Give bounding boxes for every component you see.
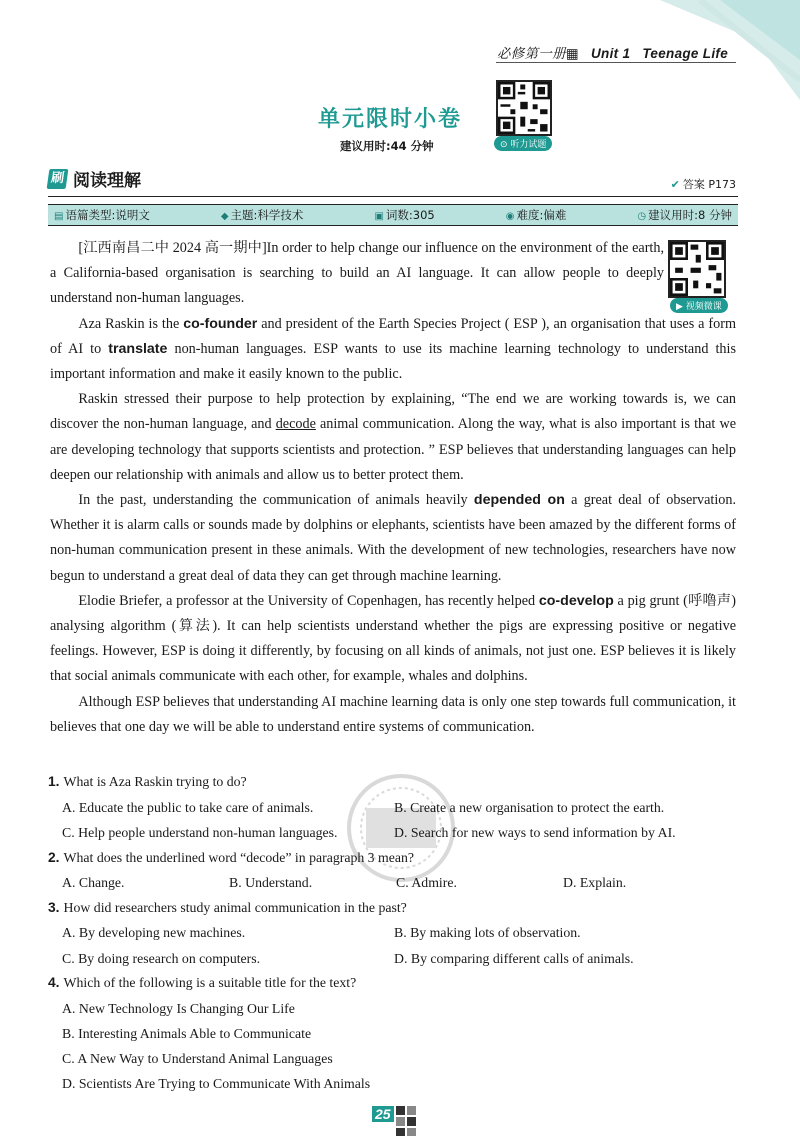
option-c[interactable]: C. Admire. bbox=[396, 875, 457, 891]
qr-code-icon bbox=[498, 82, 550, 134]
header-unit-title: Teenage Life bbox=[642, 46, 728, 61]
page-number-decoration bbox=[396, 1106, 416, 1136]
pin-icon: ◆ bbox=[220, 211, 229, 222]
info-type bbox=[54, 207, 150, 223]
p2-text-b: and president of the Earth Species Project ( ESP ), an organisation that uses a form of AI to bbox=[50, 315, 737, 357]
p4-text-a: In the past, understanding the communication of animals heavily bbox=[78, 492, 474, 509]
option-c[interactable]: C. Help people understand non-human languages. bbox=[62, 825, 338, 841]
info-type-text: 语篇类型:说明文 bbox=[65, 208, 150, 222]
header-block-icon: ▦ bbox=[565, 46, 579, 61]
option-d[interactable]: D. Explain. bbox=[563, 875, 627, 891]
question-text: How did researchers study animal communication in the past? bbox=[63, 899, 407, 915]
option-b[interactable]: B. Interesting Animals Able to Communicate bbox=[62, 1025, 312, 1041]
question-2 bbox=[48, 846, 738, 896]
option-b[interactable]: B. By making lots of observation. bbox=[394, 925, 581, 941]
info-time bbox=[637, 207, 732, 223]
video-qr-label-text: 视频微课 bbox=[685, 302, 722, 312]
questions bbox=[48, 770, 738, 1096]
p5-text-b: a pig grunt (呼噜声) analysing algorithm (算法). It can help scientists understand whether the pigs are expressing positive or negative feelings. However, ESP is doing it differently, by focusing on all kinds of animals, not just one. ESP believes it is likely that social animals communicate with each other, for example, whales and dolphins. bbox=[50, 592, 736, 685]
question-number: 2. bbox=[48, 849, 60, 865]
p3-text-b: animal communication. Along the way, what is also important is that we are developing technology that supports scientists and protection. ” ESP believes that understanding languages can help deepen our relationship with animals and allow us to better protect them. bbox=[50, 416, 736, 483]
option-a[interactable]: A. Educate the public to take care of animals. bbox=[62, 799, 314, 815]
info-difficulty-text: 难度:偏难 bbox=[516, 208, 567, 222]
section-heading bbox=[48, 166, 141, 191]
keyword-depended-on: depended on bbox=[473, 492, 565, 509]
page-number: 25 bbox=[372, 1106, 394, 1122]
p3-text-a: Raskin stressed their purpose to help protection by explaining, “The end we are working towards is, we can discover the non-human language, and bbox=[50, 391, 736, 433]
paragraph-6: Although ESP believes that understanding AI machine learning data is only one step towards full communication, it believes that one day we will be able to understand entire systems of communication. bbox=[50, 693, 736, 735]
section-badge: 刷 bbox=[47, 169, 69, 189]
info-bar bbox=[48, 204, 738, 226]
paragraph-4 bbox=[50, 488, 736, 589]
listening-qr-label: ⊙ 听力试题 bbox=[494, 136, 552, 151]
info-words-text: 词数:305 bbox=[385, 208, 435, 222]
listening-qr-code[interactable] bbox=[496, 80, 552, 136]
paragraph-3 bbox=[50, 387, 736, 488]
section-name: 阅读理解 bbox=[73, 171, 142, 191]
video-qr-label: ▶ 视频微课 bbox=[670, 298, 728, 313]
option-d[interactable]: D. By comparing different calls of animals. bbox=[394, 950, 634, 966]
keyword-translate: translate bbox=[108, 340, 168, 357]
option-c[interactable]: C. A New Way to Understand Animal Languages bbox=[62, 1050, 333, 1066]
p2-text-c: non-human languages. ESP wants to use its machine learning technology to understand this important information and make it easily known to the public. bbox=[50, 340, 736, 383]
gauge-icon: ◉ bbox=[505, 211, 515, 222]
question-number: 3. bbox=[48, 899, 60, 915]
option-b[interactable]: B. Create a new organisation to protect the earth. bbox=[394, 799, 665, 815]
paragraph-2 bbox=[50, 312, 736, 388]
option-b[interactable]: B. Understand. bbox=[229, 875, 313, 891]
paragraph-5 bbox=[50, 589, 736, 690]
document-icon: ▤ bbox=[54, 211, 64, 222]
section-rule bbox=[48, 196, 738, 197]
p5-text-a: Elodie Briefer, a professor at the University of Copenhagen, has recently helped bbox=[78, 592, 539, 609]
underlined-word-decode: decode bbox=[275, 416, 316, 433]
option-a[interactable]: A. New Technology Is Changing Our Life bbox=[62, 1000, 295, 1016]
header-unit: Unit 1 bbox=[591, 46, 631, 61]
reading-passage bbox=[50, 236, 736, 740]
option-d[interactable]: D. Scientists Are Trying to Communicate With Animals bbox=[62, 1075, 371, 1091]
question-4 bbox=[48, 971, 738, 1096]
answer-reference-text: 答案 P173 bbox=[682, 178, 736, 191]
header-rule bbox=[496, 62, 736, 63]
option-d[interactable]: D. Search for new ways to send information by AI. bbox=[394, 825, 676, 841]
info-theme-text: 主题:科学技术 bbox=[230, 208, 304, 222]
header-book: 必修第一册 bbox=[496, 46, 566, 61]
keyword-co-develop: co-develop bbox=[538, 592, 614, 609]
info-time-text: 建议用时:8 分钟 bbox=[648, 208, 732, 222]
answer-reference bbox=[671, 176, 736, 192]
p4-text-b: a great deal of observation. Whether it is alarm calls or sounds made by dolphins or elephants, scientists have been amazed by the different forms of non-human communication present in these animals. With the development of new technologies, researchers have now begun to understand a great deal of data they can get through machine learning. bbox=[50, 492, 736, 584]
question-number: 4. bbox=[48, 975, 60, 991]
paragraph-1: [江西南昌二中 2024 高一期中]In order to help change our influence on the environment of the earth, a California-based organisation is searching to build an AI language. It can allow people to deeply understand non-human languages. bbox=[50, 240, 664, 307]
check-icon: ✔ bbox=[670, 178, 680, 191]
question-text: What is Aza Raskin trying to do? bbox=[63, 774, 247, 789]
p2-text-a: Aza Raskin is the bbox=[78, 315, 184, 332]
option-c[interactable]: C. By doing research on computers. bbox=[62, 950, 261, 966]
question-text: What does the underlined word “decode” in paragraph 3 mean? bbox=[63, 849, 415, 865]
clock-icon: ◷ bbox=[637, 211, 647, 222]
info-difficulty bbox=[506, 207, 567, 223]
info-theme bbox=[221, 207, 304, 223]
question-1 bbox=[48, 770, 738, 846]
question-text: Which of the following is a suitable title for the text? bbox=[63, 975, 357, 991]
option-a[interactable]: A. Change. bbox=[62, 875, 125, 891]
suggested-time: 建议用时:44 分钟 bbox=[340, 139, 434, 153]
option-a[interactable]: A. By developing new machines. bbox=[62, 925, 246, 941]
question-number: 1. bbox=[48, 774, 60, 789]
listening-qr-label-text: 听力试题 bbox=[510, 140, 547, 150]
keyword-co-founder: co-founder bbox=[183, 315, 258, 332]
question-3 bbox=[48, 896, 738, 972]
running-header bbox=[497, 42, 728, 62]
count-icon: ▣ bbox=[374, 211, 384, 222]
page-title: 单元限时小卷 bbox=[318, 107, 463, 132]
info-words bbox=[374, 207, 434, 223]
